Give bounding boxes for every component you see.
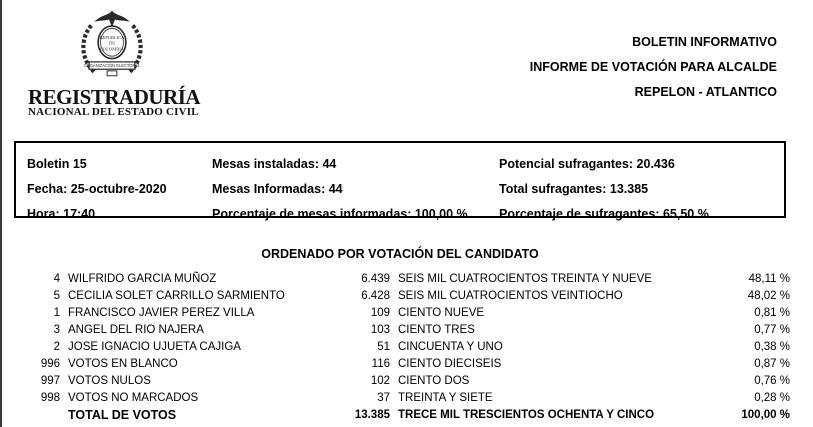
emblem-oval-text-2: DE — [109, 40, 115, 46]
candidate-number: 998 — [40, 392, 60, 404]
emblem-oval-text-3: COLOMBIA — [100, 46, 124, 52]
table-row — [0, 390, 813, 407]
report-header — [530, 30, 777, 105]
info-col-bulletin — [27, 152, 167, 227]
candidate-number: 996 — [40, 358, 60, 370]
table-row — [0, 271, 813, 288]
candidate-name: VOTOS NO MARCADOS — [68, 392, 199, 404]
table-row — [0, 373, 813, 390]
table-row — [0, 356, 813, 373]
section-title: ORDENADO POR VOTACIÓN DEL CANDIDATO — [261, 247, 539, 261]
candidate-number: 2 — [53, 341, 60, 353]
porcentaje-sufragantes: Porcentaje de sufragantes: 65,50 % — [499, 207, 709, 221]
info-col-mesas — [212, 152, 468, 227]
vote-count: 6.428 — [361, 290, 390, 302]
vote-count-words: CIENTO NUEVE — [398, 307, 485, 319]
results-table — [0, 271, 813, 424]
vote-count: 116 — [371, 358, 390, 370]
vote-percentage: 0,28 % — [754, 392, 790, 404]
vote-count: 51 — [377, 341, 390, 353]
vote-percentage: 0,76 % — [754, 375, 790, 387]
candidate-number: 5 — [53, 290, 60, 302]
vote-count-words: CIENTO TRES — [398, 324, 475, 336]
vote-percentage: 0,87 % — [754, 358, 790, 370]
total-vote-count: 13.385 — [354, 409, 390, 421]
candidate-name: VOTOS EN BLANCO — [68, 358, 178, 370]
table-row — [0, 288, 813, 305]
emblem-banner-text: ORGANIZACIÓN ELECTORAL — [83, 63, 141, 69]
candidate-name: CECILIA SOLET CARRILLO SARMIENTO — [68, 290, 285, 302]
potencial-sufragantes: Potencial sufragantes: 20.436 — [499, 157, 675, 171]
header-line-bulletin: BOLETIN INFORMATIVO — [632, 35, 777, 49]
vote-count: 109 — [370, 307, 390, 319]
bulletin-time: Hora: 17:40 — [27, 207, 96, 221]
candidate-number: 3 — [53, 324, 60, 336]
header-line-location: REPELON - ATLANTICO — [634, 85, 777, 99]
bulletin-info-box — [14, 141, 786, 221]
total-vote-count-words: TRECE MIL TRESCIENTOS OCHENTA Y CINCO — [398, 409, 655, 421]
candidate-name: VOTOS NULOS — [68, 375, 151, 387]
total-label: TOTAL DE VOTOS — [68, 408, 177, 422]
vote-percentage: 0,38 % — [754, 341, 790, 353]
vote-count-words: CIENTO DIECISEIS — [398, 358, 502, 370]
colombia-electoral-emblem-icon — [71, 8, 153, 88]
info-col-sufragantes — [499, 152, 709, 227]
bulletin-date: Fecha: 25-octubre-2020 — [27, 182, 167, 196]
logo-subtitle: NACIONAL DEL ESTADO CIVIL — [28, 106, 199, 118]
candidate-number: 1 — [53, 307, 60, 319]
table-row — [0, 322, 813, 339]
emblem-oval-text-1: REPUBLICA — [99, 35, 125, 41]
candidate-name: FRANCISCO JAVIER PEREZ VILLA — [68, 307, 255, 319]
vote-count-words: TREINTA Y SIETE — [398, 392, 493, 404]
registraduria-logo — [28, 8, 201, 118]
candidate-number: 4 — [53, 273, 60, 285]
vote-percentage: 48,02 % — [747, 290, 790, 302]
vote-count-words: CIENTO DOS — [398, 375, 470, 387]
vote-count: 103 — [370, 324, 390, 336]
vote-count-words: CINCUENTA Y UNO — [398, 341, 503, 353]
table-row — [0, 339, 813, 356]
candidate-name: WILFRIDO GARCIA MUÑOZ — [68, 273, 217, 285]
vote-count-words: SEIS MIL CUATROCIENTOS TREINTA Y NUEVE — [398, 273, 652, 285]
header-line-report-type: INFORME DE VOTACIÓN PARA ALCALDE — [529, 60, 777, 74]
bulletin-number: Boletin 15 — [27, 157, 87, 171]
vote-count-words: SEIS MIL CUATROCIENTOS VEINTIOCHO — [398, 290, 623, 302]
vote-count: 6.439 — [361, 273, 390, 285]
vote-percentage: 0,77 % — [754, 324, 790, 336]
total-sufragantes: Total sufragantes: 13.385 — [499, 182, 649, 196]
logo-title: REGISTRADURÍA — [28, 85, 201, 109]
candidate-name: ANGEL DEL RIO NAJERA — [68, 324, 204, 336]
vote-count: 102 — [370, 375, 390, 387]
vote-percentage: 0,81 % — [754, 307, 790, 319]
table-row — [0, 305, 813, 322]
total-vote-percentage: 100,00 % — [741, 409, 790, 421]
candidate-name: JOSE IGNACIO UJUETA CAJIGA — [68, 341, 241, 353]
mesas-informadas: Mesas Informadas: 44 — [212, 182, 343, 196]
mesas-instaladas: Mesas instaladas: 44 — [212, 157, 337, 171]
table-row-total — [0, 407, 813, 424]
vote-count: 37 — [377, 392, 390, 404]
candidate-number: 997 — [40, 375, 60, 387]
porcentaje-mesas: Porcentaje de mesas informadas: 100,00 % — [212, 207, 468, 221]
vote-percentage: 48,11 % — [748, 273, 790, 285]
